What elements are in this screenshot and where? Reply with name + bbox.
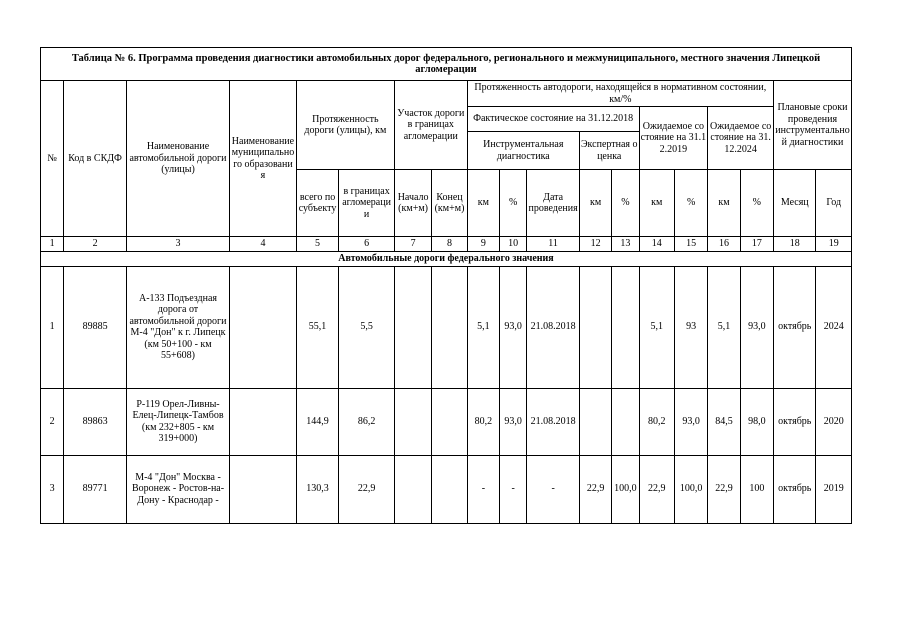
column-number: 5 (296, 237, 338, 252)
column-number: 8 (432, 237, 467, 252)
header-num: № (41, 81, 64, 237)
row-road-name: Р-119 Орел-Ливны-Елец-Липецк-Тамбов (км 232+805 - км 319+000) (126, 388, 229, 455)
header-section-end: Конец (км+м) (432, 170, 467, 237)
header-municipality: Наименование муниципального образования (230, 81, 297, 237)
header-e19-km: км (639, 170, 674, 237)
row-year: 2019 (816, 455, 852, 523)
row-road-name: М-4 "Дон" Москва - Воронеж - Ростов-на-Дону - Краснодар - (126, 455, 229, 523)
table-row (41, 388, 852, 455)
row-instr-pct: - (500, 455, 527, 523)
header-month: Месяц (774, 170, 816, 237)
column-number: 4 (230, 237, 297, 252)
row-municipality (230, 455, 297, 523)
row-instr-km: 5,1 (467, 266, 499, 388)
row-e19-km: 22,9 (639, 455, 674, 523)
diagnostics-program-table (40, 47, 852, 524)
row-instr-km: 80,2 (467, 388, 499, 455)
row-e24-pct: 98,0 (740, 388, 773, 455)
header-e24-pct: % (740, 170, 773, 237)
column-number: 16 (708, 237, 740, 252)
header-actual-group: Фактическое состояние на 31.12.2018 (467, 107, 639, 132)
header-inspection-date: Дата проведения (527, 170, 580, 237)
row-road-name: А-133 Подъездная дорога от автомобильной дороги М-4 "Дон" к г. Липецк (км 50+100 - км 55+608) (126, 266, 229, 388)
row-e24-km: 84,5 (708, 388, 740, 455)
row-section-end (432, 388, 467, 455)
column-number: 15 (674, 237, 707, 252)
row-instr-pct: 93,0 (500, 388, 527, 455)
row-section-end (432, 266, 467, 388)
header-expected-2019: Ожидаемое состояние на 31.12.2019 (639, 107, 708, 170)
header-length-group: Протяженность дороги (улицы), км (296, 81, 394, 170)
column-number: 7 (394, 237, 431, 252)
row-num: 1 (41, 266, 64, 388)
table-row (41, 266, 852, 388)
row-e24-km: 5,1 (708, 266, 740, 388)
header-normative-group: Протяженность автодороги, находящейся в нормативном состоянии, км/% (467, 81, 773, 107)
row-month: октябрь (774, 455, 816, 523)
header-section-start: Начало (км+м) (394, 170, 431, 237)
column-number: 19 (816, 237, 852, 252)
row-instr-pct: 93,0 (500, 266, 527, 388)
column-number: 13 (612, 237, 639, 252)
row-e24-pct: 100 (740, 455, 773, 523)
row-e24-pct: 93,0 (740, 266, 773, 388)
column-number: 2 (64, 237, 127, 252)
row-inspection-date: 21.08.2018 (527, 388, 580, 455)
column-number: 12 (579, 237, 611, 252)
row-num: 3 (41, 455, 64, 523)
row-year: 2020 (816, 388, 852, 455)
header-length-total: всего по субъекту (296, 170, 338, 237)
row-month: октябрь (774, 266, 816, 388)
header-road-name: Наименование автомобильной дороги (улицы) (126, 81, 229, 237)
header-length-agglo: в границах агломерации (339, 170, 395, 237)
row-section-start (394, 266, 431, 388)
header-e24-km: км (708, 170, 740, 237)
row-code: 89771 (64, 455, 127, 523)
row-section-end (432, 455, 467, 523)
row-expert-km: 22,9 (579, 455, 611, 523)
column-number: 1 (41, 237, 64, 252)
row-municipality (230, 266, 297, 388)
header-expert-km: км (579, 170, 611, 237)
row-length-total: 144,9 (296, 388, 338, 455)
header-expert-pct: % (612, 170, 639, 237)
row-month: октябрь (774, 388, 816, 455)
column-number: 9 (467, 237, 499, 252)
column-number: 18 (774, 237, 816, 252)
header-e19-pct: % (674, 170, 707, 237)
column-number: 6 (339, 237, 395, 252)
row-e19-pct: 93 (674, 266, 707, 388)
column-number-row (41, 237, 852, 252)
header-instrumental: Инструментальная диагностика (467, 132, 579, 170)
row-inspection-date: - (527, 455, 580, 523)
column-number: 11 (527, 237, 580, 252)
header-expected-2024: Ожидаемое состояние на 31.12.2024 (708, 107, 774, 170)
header-planned: Плановые сроки проведения инструментальной диагностики (774, 81, 852, 170)
row-num: 2 (41, 388, 64, 455)
table-row (41, 455, 852, 523)
row-expert-pct: 100,0 (612, 455, 639, 523)
row-e19-km: 5,1 (639, 266, 674, 388)
row-instr-km: - (467, 455, 499, 523)
section-title: Автомобильные дороги федерального значения (41, 252, 852, 267)
column-number: 14 (639, 237, 674, 252)
row-e19-pct: 100,0 (674, 455, 707, 523)
row-expert-km (579, 266, 611, 388)
header-expert: Экспертная оценка (579, 132, 639, 170)
row-length-agglo: 86,2 (339, 388, 395, 455)
row-code: 89885 (64, 266, 127, 388)
row-section-start (394, 388, 431, 455)
row-expert-km (579, 388, 611, 455)
row-municipality (230, 388, 297, 455)
row-section-start (394, 455, 431, 523)
row-e19-km: 80,2 (639, 388, 674, 455)
row-length-agglo: 5,5 (339, 266, 395, 388)
header-year: Год (816, 170, 852, 237)
header-skdf-code: Код в СКДФ (64, 81, 127, 237)
row-expert-pct (612, 388, 639, 455)
row-length-total: 130,3 (296, 455, 338, 523)
row-e19-pct: 93,0 (674, 388, 707, 455)
row-inspection-date: 21.08.2018 (527, 266, 580, 388)
header-instr-km: км (467, 170, 499, 237)
row-year: 2024 (816, 266, 852, 388)
table-title: Таблица № 6. Программа проведения диагностики автомобильных дорог федерального, регионального и межмуниципального, местного значения Липецкой агломерации (41, 48, 852, 81)
header-instr-pct: % (500, 170, 527, 237)
column-number: 3 (126, 237, 229, 252)
row-e24-km: 22,9 (708, 455, 740, 523)
row-length-total: 55,1 (296, 266, 338, 388)
column-number: 10 (500, 237, 527, 252)
row-code: 89863 (64, 388, 127, 455)
header-section-group: Участок дороги в границах агломерации (394, 81, 467, 170)
column-number: 17 (740, 237, 773, 252)
row-length-agglo: 22,9 (339, 455, 395, 523)
row-expert-pct (612, 266, 639, 388)
